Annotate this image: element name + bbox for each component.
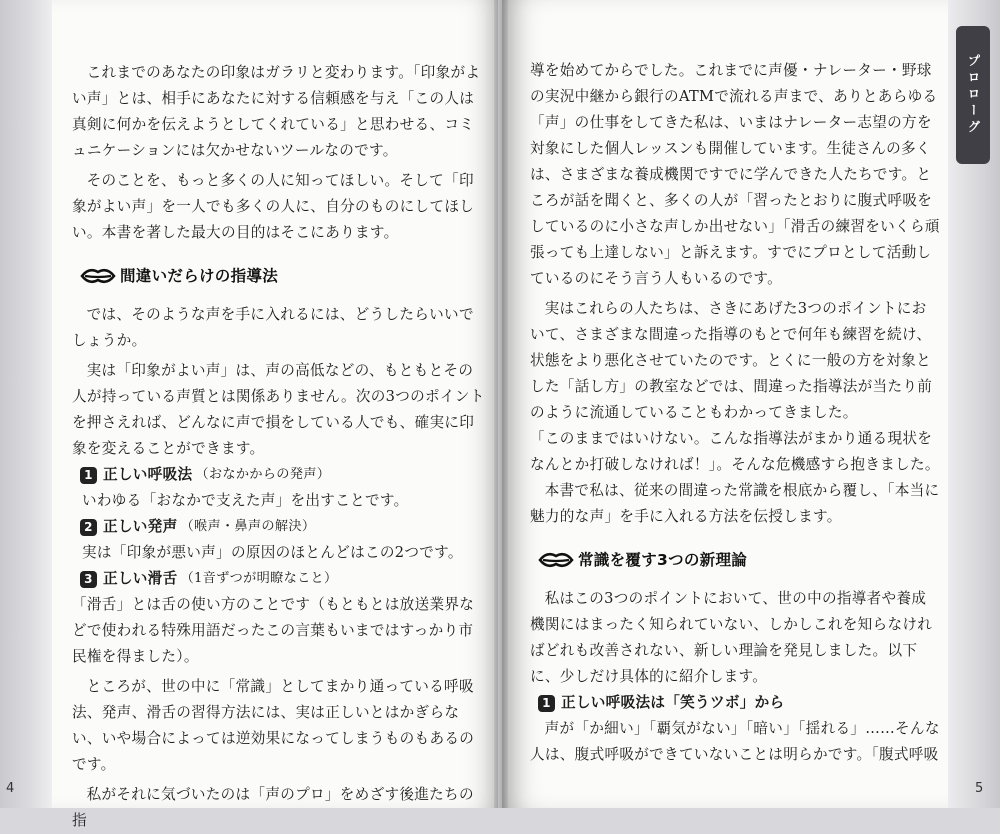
- point-item: [80, 566, 486, 592]
- paragraph: そのことを、もっと多くの人に知ってほしい。そして「印象がよい声」を一人でも多くの人に、自分のものにしてほしい。本書を著した最大の目的はそこにあります。: [72, 172, 475, 241]
- left-page-edge: [0, 0, 52, 808]
- right-page: [502, 0, 948, 808]
- point-title: 正しい滑舌: [103, 570, 178, 587]
- right-page-body: [530, 58, 940, 768]
- paragraph: 本書で私は、従来の間違った常識を根底から覆し、「本当に魅力的な声」を手に入れる方法を伝授します。: [530, 482, 940, 525]
- point-title: 正しい呼吸法は「笑うツボ」から: [561, 694, 785, 711]
- paragraph: 私はこの3つのポイントにおいて、世の中の指導者や養成機関にはまったく知られていない、しかしこれを知らなければどれも改善されない、新しい理論を発見しました。以下に、少しだけ具体的に紹介します。: [530, 590, 933, 685]
- paragraph: では、そのような声を手に入れるには、どうしたらいいでしょうか。: [72, 306, 474, 349]
- paragraph: 声が「か細い」「覇気がない」「暗い」「揺れる」……そんな人は、腹式呼吸ができていないことは明らかです。「腹式呼吸: [530, 720, 940, 763]
- number-badge: 1: [538, 695, 555, 712]
- chapter-tab: プロローグ: [956, 26, 990, 164]
- point-item: [80, 514, 486, 540]
- paragraph: 実はこれらの人たちは、さきにあげた3つのポイントにおいて、さまざまな間違った指導のもとで何年も練習を続け、状態をより悪化させていたのです。とくに一般の方を対象とした「話し方」の教室などでは、間違った指導法が当たり前のように流通していることもわかってきました。: [530, 300, 933, 421]
- number-badge: 3: [80, 571, 97, 588]
- paragraph: 導を始めてからでした。これまでに声優・ナレーター・野球の実況中継から銀行のATMで流れる声まで、ありとあらゆる「声」の仕事をしてきた私は、いまはナレーター志望の方を対象にした個人レッスンも開催しています。生徒さんの多くは、さまざまな養成機関ですでに学んできた人たちです。ところが話を聞くと、多くの人が「習ったとおりに腹式呼吸をしているのに小さな声しか出せない」「滑舌の練習をいくら頑張っても上達しない」と訴えます。すでにプロとして活動しているのにそう言う人もいるのです。: [530, 62, 940, 287]
- page-number: 5: [975, 781, 984, 796]
- paragraph: 私がそれに気づいたのは「声のプロ」をめざす後進たちの指: [72, 786, 474, 829]
- point-subtitle: （おなかからの発声）: [195, 467, 331, 482]
- point-title: 正しい呼吸法: [103, 466, 193, 483]
- lips-icon: [80, 265, 116, 287]
- paragraph: 「このままではいけない。こんな指導法がまかり通る現状をなんとか打破しなければ！」。そんな危機感すら抱きました。: [530, 430, 940, 473]
- lips-icon: [538, 549, 574, 571]
- paragraph: ところが、世の中に「常識」としてまかり通っている呼吸法、発声、滑舌の習得方法には、実は正しいとはかぎらない、いや場合によっては逆効果になってしまうものもあるのです。: [72, 678, 475, 773]
- book-gutter: [494, 0, 508, 808]
- point-item: [538, 690, 940, 716]
- paragraph: 実は「印象がよい声」は、声の高低などの、もともとその人が持っている声質とは関係ありません。次の3つのポイントを押さえれば、どんなに声で損をしている人でも、確実に印象を変えることができます。: [72, 362, 485, 457]
- point-subtitle: （喉声・鼻声の解決）: [180, 519, 316, 534]
- number-badge: 2: [80, 519, 97, 536]
- section-heading: [538, 540, 940, 580]
- left-page: [52, 0, 498, 829]
- section-heading-text: 常識を覆す3つの新理論: [578, 551, 748, 569]
- section-heading-text: 間違いだらけの指導法: [120, 267, 279, 285]
- point-item: [80, 462, 486, 488]
- number-badge: 1: [80, 467, 97, 484]
- paragraph: 「滑舌」とは舌の使い方のことです（もともとは放送業界などで使われる特殊用語だったこの言葉もいまではすっかり市民権を得ました）。: [72, 596, 475, 665]
- paragraph: これまでのあなたの印象はガラリと変わります。「印象がよい声」とは、相手にあなたに対する信頼感を与え「この人は真剣に何かを伝えようとしてくれている」と思わせる、コミュニケーションには欠かせないツールなのです。: [72, 64, 481, 159]
- point-description: いわゆる「おなかで支えた声」を出すことです。: [82, 492, 409, 509]
- point-subtitle: （1音ずつが明瞭なこと）: [180, 571, 338, 586]
- section-heading: [80, 256, 486, 296]
- point-description: 実は「印象が悪い声」の原因のほとんどはこの2つです。: [82, 544, 463, 561]
- left-page-body: [72, 60, 486, 834]
- point-title: 正しい発声: [103, 518, 178, 535]
- page-number: 4: [6, 781, 15, 796]
